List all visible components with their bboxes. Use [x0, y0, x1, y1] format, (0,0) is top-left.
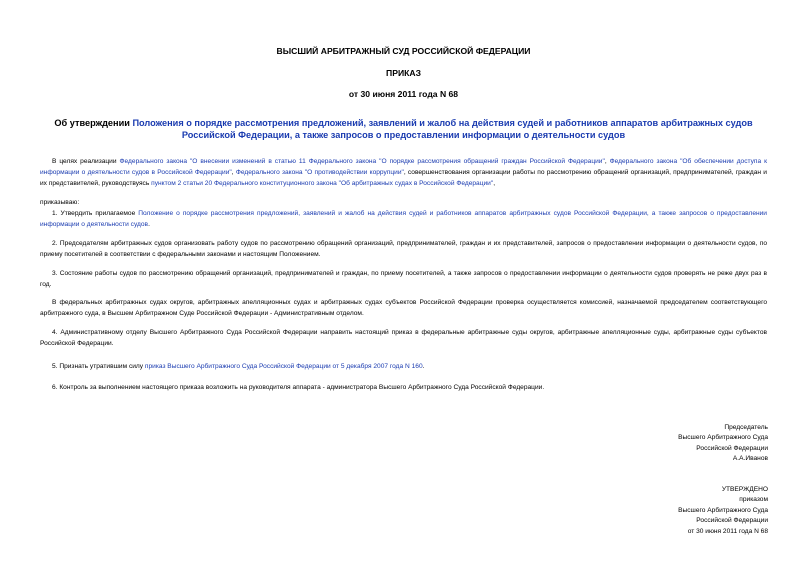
item-5-paragraph	[40, 361, 767, 372]
doc-type-heading: ПРИКАЗ	[386, 68, 421, 78]
document-title	[40, 117, 767, 141]
approval-title: УТВЕРЖДЕНО	[721, 486, 768, 493]
law-link-arbitration-courts[interactable]: пунктом 2 статьи 20 Федерального конституционного закона "Об арбитражных судах в Российской Федерации"	[151, 180, 494, 187]
item-2-paragraph: 2. Председателям арбитражных судов организовать работу судов по рассмотрению обращений организаций, предпринимателей, граждан и их представителей, запросов о предоставлении информации о деятельности судов, по приему посетителей в соответствии с федеральными законами и настоящим Положением.	[40, 240, 767, 258]
preamble-paragraph	[40, 156, 767, 189]
preamble-text-2: ,	[604, 158, 610, 165]
signature-name: А.А.Иванов	[732, 455, 768, 463]
law-link-amendments[interactable]: Федерального закона "О внесении изменений в статью 11 Федерального закона "О порядке рассмотрения обращений граждан Российской Федерации"	[119, 158, 605, 165]
order-word: приказываю:	[40, 199, 80, 206]
doc-date-heading: от 30 июня 2011 года N 68	[348, 89, 459, 99]
approval-country: Российской Федерации	[696, 517, 768, 525]
approval-date: от 30 июня 2011 года N 68	[687, 527, 768, 535]
signature-block	[568, 423, 768, 465]
item-5-end: .	[422, 363, 425, 370]
preamble-text-4: , совершенствования организации работы по рассмотрению обращений организаций, предпринимателей, граждан и их представителей, руководствуясь	[40, 169, 767, 187]
item-5-order-link[interactable]: приказ Высшего Арбитражного Суда Российской Федерации от 5 декабря 2007 года N 160	[144, 363, 423, 370]
item-1-end: .	[148, 221, 150, 228]
signature-title: Председатель	[724, 424, 768, 431]
signature-court: Высшего Арбитражного Суда	[678, 434, 768, 442]
approval-by-order: приказом	[739, 496, 768, 504]
item-3b-paragraph: В федеральных арбитражных судах округов, арбитражных апелляционных судах и арбитражных судах субъектов Российской Федерации проверка осуществляется комиссией, назначаемой председателем соответствующего арбитражного суда, в Высшем Арбитражном Суде Российской Федерации - Административным отделом.	[40, 299, 767, 317]
item-4-paragraph: 4. Административному отделу Высшего Арбитражного Суда Российской Федерации направить настоящий приказ в федеральные арбитражные суды округов, арбитражные апелляционные суды, арбитражные суды субъектов Российской Федерации.	[40, 329, 767, 347]
law-link-anti-corruption[interactable]: Федерального закона "О противодействии коррупции"	[235, 169, 404, 176]
approval-block	[568, 485, 768, 537]
law-link-information-access[interactable]: Федерального закона "Об обеспечении доступа к информации о деятельности судов в Российской Федерации"	[40, 158, 767, 176]
title-prefix: Об утверждении	[54, 118, 133, 128]
preamble-text-5: ,	[493, 180, 496, 187]
title-regulation-link[interactable]: Положения о порядке рассмотрения предложений, заявлений и жалоб на действия судей и работников аппаратов арбитражных судов Российской Федерации, а также запросов о предоставлении информации о деятельности судов	[132, 118, 753, 140]
signature-country: Российской Федерации	[696, 444, 768, 452]
item-1-paragraph	[40, 208, 767, 230]
preamble-text-1: В целях реализации	[52, 158, 120, 165]
item-6-paragraph: 6. Контроль за выполнением настоящего приказа возложить на руководителя аппарата - администратора Высшего Арбитражного Суда Российской Федерации.	[52, 384, 545, 391]
item-1-regulation-link[interactable]: Положение о порядке рассмотрения предложений, заявлений и жалоб на действия судей и работников аппаратов арбитражных судов Российской Федерации, а также запросов о предоставлении информации о деятельности судов	[40, 210, 767, 228]
court-heading: ВЫСШИЙ АРБИТРАЖНЫЙ СУД РОССИЙСКОЙ ФЕДЕРАЦИИ	[276, 46, 531, 56]
item-1-text: 1. Утвердить прилагаемое	[52, 210, 139, 217]
item-5-text: 5. Признать утратившим силу	[52, 363, 145, 370]
item-3-paragraph: 3. Состояние работы судов по рассмотрению обращений организаций, предпринимателей и граждан, по приему посетителей, а также запросов о предоставлении информации о деятельности судов проверять не реже двух раз в год.	[40, 270, 767, 288]
preamble-text-3: ,	[231, 169, 236, 176]
approval-court: Высшего Арбитражного Суда	[678, 506, 768, 514]
